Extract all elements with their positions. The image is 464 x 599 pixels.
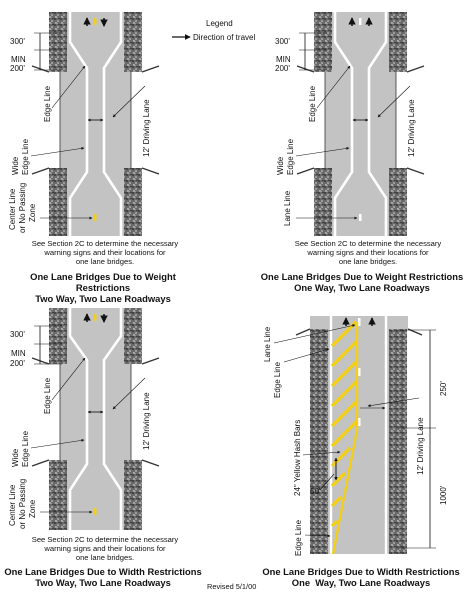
note-line: See Section 2C to determine the necessary (31, 535, 179, 544)
driving-lane-label: 12' Driving Lane (407, 99, 416, 157)
note-line: one lane bridges. (75, 553, 135, 562)
legend-item-label: Direction of travel (193, 33, 256, 42)
dim-300-label: 300' (10, 37, 25, 46)
dim-1000-label: 1000' (439, 485, 448, 505)
title-top-right (260, 271, 464, 293)
dim-50-label: 50' (310, 487, 321, 496)
note-line: See Section 2C to determine the necessary (294, 239, 442, 248)
road-with-bridge (32, 308, 159, 530)
title-top-left (2, 271, 204, 304)
wide-edge-line-label-2: Edge Line (21, 138, 30, 175)
dim-300-label: 300' (275, 37, 290, 46)
dim-200-label: 200' (10, 359, 25, 368)
panel-width-two-way (8, 308, 159, 530)
center-line-label-3: Zone (28, 499, 37, 518)
title-line: One Lane Bridges Due to Weight Restrictions (260, 271, 464, 282)
dim-min-label: MIN (11, 55, 26, 64)
title-line: One Lane Bridges Due to Width Restrictions (4, 566, 202, 577)
center-line-label-2: or No Passing (18, 182, 27, 233)
center-line-label-1: Center Line (8, 188, 17, 230)
note-line: See Section 2C to determine the necessary (31, 239, 179, 248)
note-line: warning signs and their locations for (307, 248, 429, 257)
lane-line-label: Lane Line (263, 326, 272, 362)
note-bottom-left (20, 535, 190, 562)
wide-edge-line-label-1: Wide (11, 156, 20, 175)
title-line: One Lane Bridges Due to Width Restrictions (262, 566, 460, 577)
road-with-bridge (32, 12, 159, 236)
dim-300-label: 300' (10, 330, 25, 339)
edge-line-top-label: Edge Line (273, 361, 282, 398)
title-line: One Way, Two Lane Roadways (294, 282, 430, 293)
note-line: warning signs and their locations for (44, 248, 166, 257)
revised-date: Revised 5/1/00 (207, 582, 257, 591)
wide-edge-line-label-1: Wide (276, 156, 285, 175)
wide-edge-line-label-2: Edge Line (286, 138, 295, 175)
dim-min-label: MIN (11, 349, 26, 358)
legend (172, 19, 255, 42)
hash-bars-label: 24" Yellow Hash Bars (293, 419, 302, 496)
title-line: One Lane Bridges Due to Weight Restrictions (30, 271, 176, 293)
title-line: Two Way, Two Lane Roadways (35, 577, 171, 588)
note-top-left (20, 239, 190, 266)
dim-200-label: 200' (10, 64, 25, 73)
driving-lane-label: 12' Driving Lane (142, 392, 151, 450)
driving-lane-label: 12' Driving Lane (142, 99, 151, 157)
lane-line-label: Lane Line (283, 190, 292, 226)
center-line-label-2: or No Passing (18, 478, 27, 529)
edge-line-label: Edge Line (43, 85, 52, 122)
edge-line-bottom-label: Edge Line (294, 519, 303, 556)
dim-200-label: 200' (275, 64, 290, 73)
title-line: One Way, Two Lane Roadways (291, 577, 431, 588)
title-bottom-left (2, 566, 204, 588)
driving-lane-label: 12' Driving Lane (416, 417, 425, 475)
title-line: Two Way, Two Lane Roadways (35, 293, 171, 304)
dim-250-label: 250' (439, 381, 448, 396)
edge-line-label: Edge Line (43, 377, 52, 414)
note-line: one lane bridges. (75, 257, 135, 266)
title-bottom-right (258, 566, 464, 588)
note-line: one lane bridges. (338, 257, 398, 266)
center-line-label-1: Center Line (8, 484, 17, 526)
note-line: warning signs and their locations for (44, 544, 166, 553)
center-line-label-3: Zone (28, 203, 37, 222)
road-with-bridge (296, 316, 422, 554)
wide-edge-line-label-1: Wide (11, 448, 20, 467)
panel-weight-one-way (275, 12, 424, 236)
legend-title: Legend (206, 19, 233, 28)
panel-weight-two-way (8, 12, 159, 236)
note-top-right (283, 239, 453, 266)
panel-width-one-way (263, 316, 448, 556)
dim-min-label: MIN (276, 55, 291, 64)
wide-edge-line-label-2: Edge Line (21, 430, 30, 467)
edge-line-label: Edge Line (308, 85, 317, 122)
road-with-bridge (297, 12, 424, 236)
